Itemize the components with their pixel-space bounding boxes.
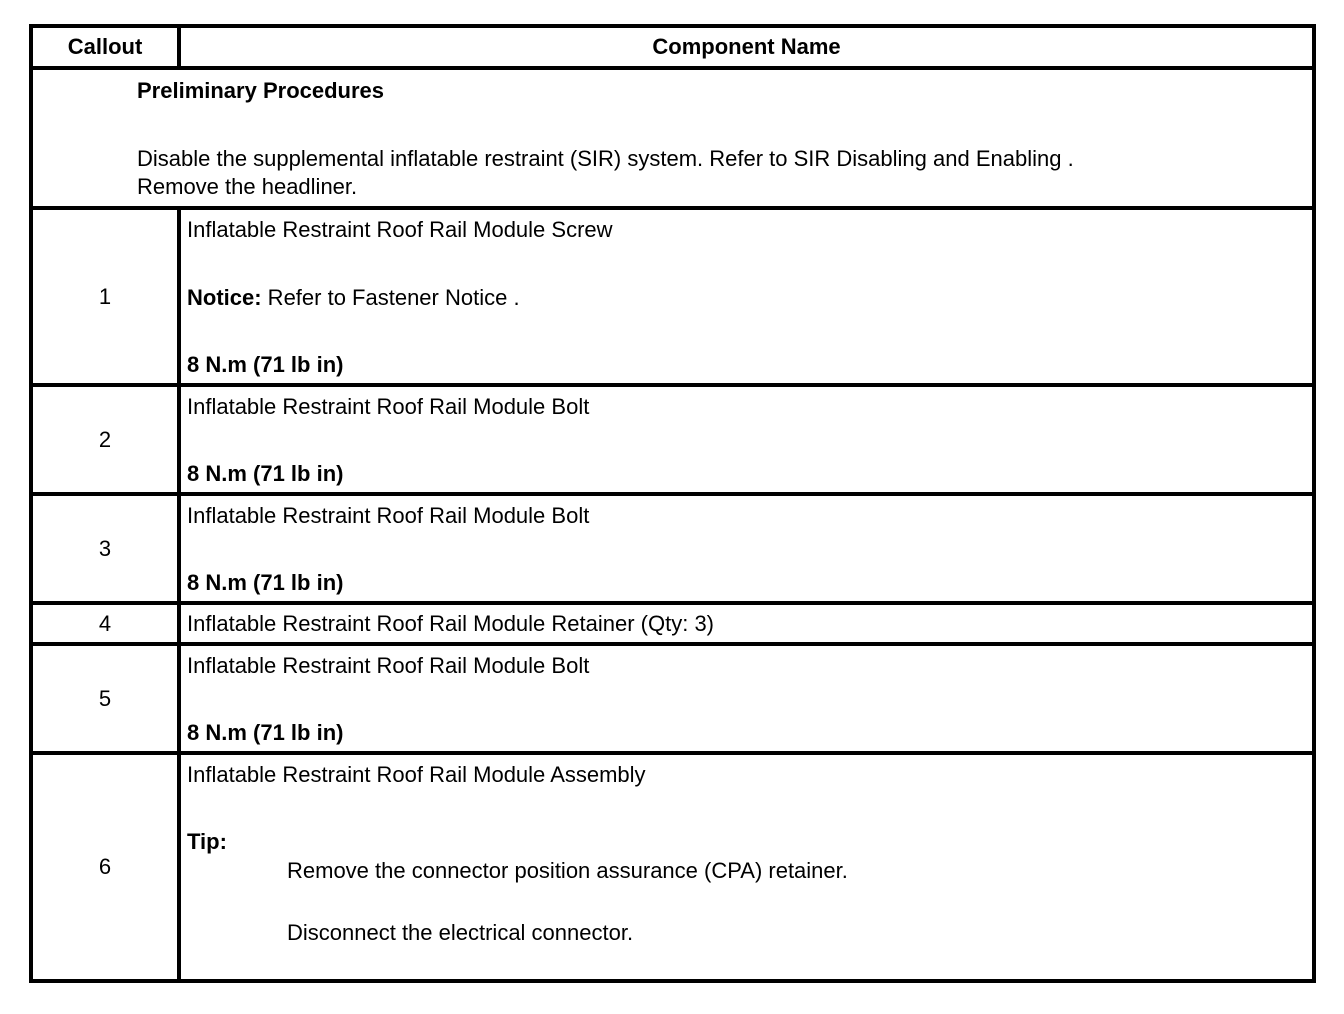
header-component-name: Component Name [652, 34, 841, 59]
table-row [33, 642, 1312, 751]
notice-line [187, 284, 520, 312]
component-name: Inflatable Restraint Roof Rail Module Screw [187, 217, 613, 242]
callout-number: 4 [98, 610, 112, 636]
preliminary-line-2: Remove the headliner. [137, 174, 358, 199]
tip-step-2: Disconnect the electrical connector. [287, 920, 634, 945]
callout-number: 6 [98, 854, 112, 879]
preliminary-title: Preliminary Procedures [137, 78, 385, 103]
callout-number: 2 [98, 426, 112, 452]
torque-spec: 8 N.m (71 lb in) [187, 570, 344, 595]
component-name: Inflatable Restraint Roof Rail Module Retainer (Qty: 3) [187, 611, 715, 636]
header-callout: Callout [67, 34, 143, 59]
component-table [29, 24, 1316, 983]
torque-spec: 8 N.m (71 lb in) [187, 461, 344, 486]
table-row [33, 601, 1312, 642]
column-divider [177, 755, 181, 979]
tip-step-1: Remove the connector position assurance (CPA) retainer. [287, 858, 848, 883]
torque-spec: 8 N.m (71 lb in) [187, 720, 344, 745]
callout-number: 5 [98, 685, 112, 711]
table-row [33, 206, 1312, 383]
component-name: Inflatable Restraint Roof Rail Module Bolt [187, 653, 590, 678]
table-row [33, 751, 1312, 979]
column-divider [177, 646, 181, 751]
callout-number: 3 [98, 535, 112, 561]
tip-label: Tip: [187, 829, 227, 854]
column-divider [177, 496, 181, 601]
preliminary-row [33, 66, 1312, 206]
header-row [33, 28, 1312, 66]
component-name: Inflatable Restraint Roof Rail Module Bolt [187, 503, 590, 528]
column-divider [177, 605, 181, 642]
notice-label: Notice: [187, 285, 262, 310]
table-row [33, 383, 1312, 492]
table-row [33, 492, 1312, 601]
notice-text: Refer to Fastener Notice . [261, 285, 520, 310]
component-name: Inflatable Restraint Roof Rail Module Bolt [187, 394, 590, 419]
column-divider [177, 387, 181, 492]
column-divider [177, 210, 181, 383]
component-name: Inflatable Restraint Roof Rail Module Assembly [187, 762, 646, 787]
preliminary-line-1: Disable the supplemental inflatable restraint (SIR) system. Refer to SIR Disabling and Enabling . [137, 146, 1074, 171]
callout-number: 1 [98, 283, 112, 309]
torque-spec: 8 N.m (71 lb in) [187, 352, 344, 377]
